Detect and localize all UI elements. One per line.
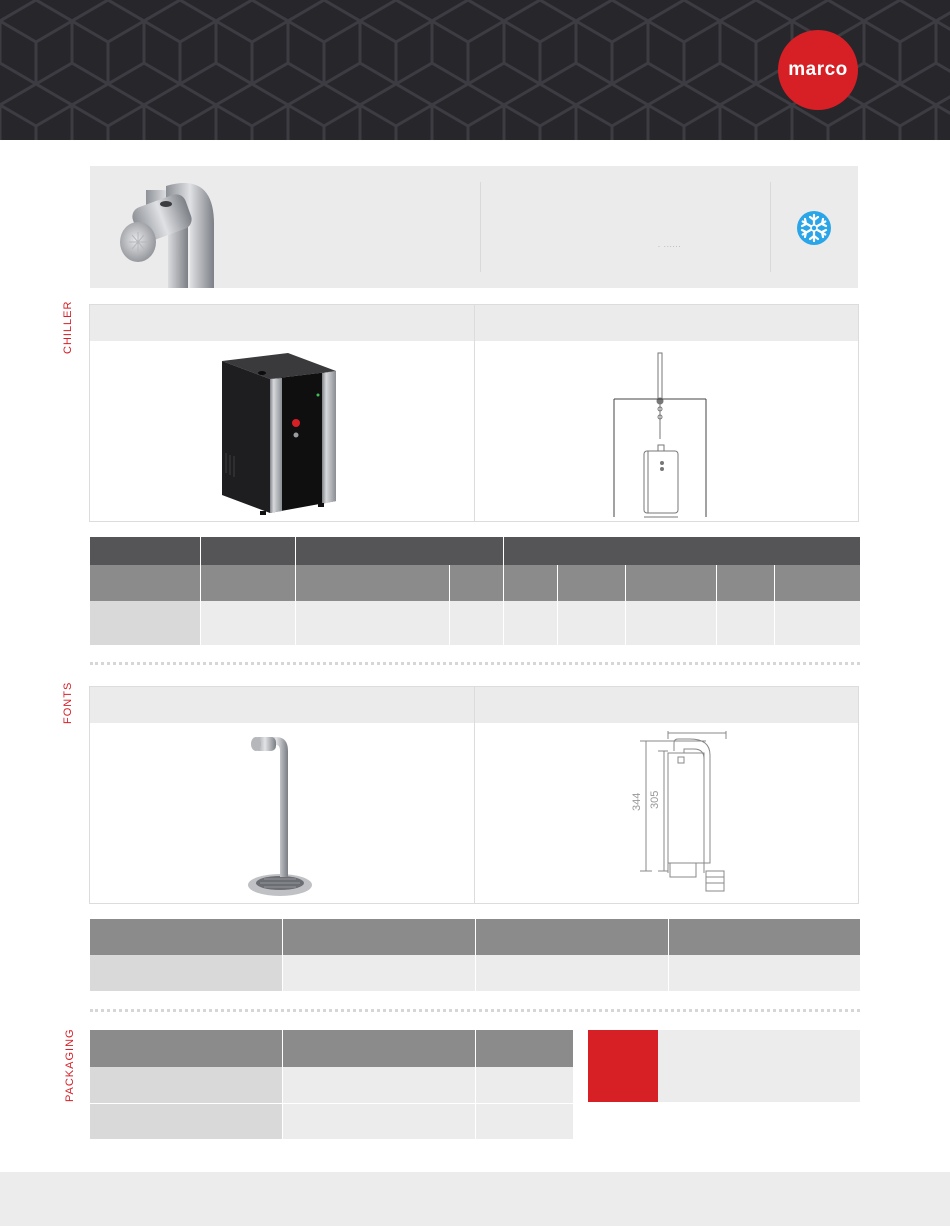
tap-image	[116, 176, 256, 288]
table-cell	[449, 601, 503, 645]
hero-text: . ......	[658, 242, 682, 249]
table-header-cell	[90, 537, 200, 565]
chiller-spec-table	[90, 537, 861, 645]
chiller-unit-image	[218, 349, 340, 517]
info-box	[658, 1030, 860, 1102]
chiller-panel	[89, 304, 859, 522]
table-cell	[557, 601, 625, 645]
table-header-cell	[557, 565, 625, 601]
table-header-cell	[774, 565, 860, 601]
panel-divider	[474, 687, 475, 903]
fonts-panel	[89, 686, 859, 904]
table-cell	[625, 601, 716, 645]
red-accent-box	[588, 1030, 658, 1102]
table-header-cell	[503, 565, 557, 601]
table-header-cell	[449, 565, 503, 601]
table-column-header-row	[90, 1030, 573, 1067]
table-header-cell	[200, 537, 295, 565]
table-row	[90, 1103, 573, 1139]
table-cell	[475, 1067, 573, 1103]
table-header-cell	[90, 565, 200, 601]
table-header-cell	[475, 919, 668, 955]
hero-divider	[480, 182, 481, 272]
table-header-cell	[503, 537, 860, 565]
table-cell	[90, 601, 200, 645]
table-cell	[475, 1103, 573, 1139]
section-divider	[90, 662, 860, 665]
dimension-label-outer: 344	[631, 792, 643, 811]
table-cell	[90, 955, 282, 991]
table-header-cell	[295, 565, 449, 601]
section-label-fonts: FONTS	[62, 681, 74, 724]
table-header-cell	[716, 565, 774, 601]
table-cell	[503, 601, 557, 645]
table-cell	[90, 1103, 282, 1139]
table-header-cell	[668, 919, 860, 955]
section-label-chiller: CHILLER	[62, 300, 74, 354]
panel-divider	[474, 305, 475, 521]
footer-bar	[0, 1172, 950, 1226]
section-label-packaging: PACKAGING	[64, 1028, 76, 1102]
table-row	[90, 1067, 573, 1103]
table-group-header-row	[90, 537, 860, 565]
table-row	[90, 601, 860, 645]
table-header-cell	[625, 565, 716, 601]
table-column-header-row	[90, 919, 860, 955]
table-cell	[282, 955, 475, 991]
table-header-cell	[282, 1030, 475, 1067]
table-header-cell	[90, 919, 282, 955]
table-cell	[668, 955, 860, 991]
font-dimension-drawing	[606, 731, 736, 899]
table-header-cell	[475, 1030, 573, 1067]
table-cell	[200, 601, 295, 645]
marco-logo[interactable]	[778, 30, 858, 110]
font-tap-image	[242, 731, 322, 899]
table-header-cell	[282, 919, 475, 955]
hero-strip	[90, 166, 858, 288]
table-cell	[774, 601, 860, 645]
table-cell	[282, 1103, 475, 1139]
table-column-header-row	[90, 565, 860, 601]
section-divider	[90, 1009, 860, 1012]
table-cell	[90, 1067, 282, 1103]
table-header-cell	[295, 537, 503, 565]
table-cell	[716, 601, 774, 645]
table-cell	[282, 1067, 475, 1103]
packaging-table	[90, 1030, 574, 1139]
table-cell	[475, 955, 668, 991]
table-header-cell	[90, 1030, 282, 1067]
dimension-label-inner: 305	[649, 790, 661, 809]
header-banner	[0, 0, 950, 140]
snowflake-icon	[796, 210, 832, 246]
table-cell	[295, 601, 449, 645]
hero-divider	[770, 182, 771, 272]
table-header-cell	[200, 565, 295, 601]
fonts-spec-table	[90, 919, 861, 991]
logo-text: marco	[788, 59, 848, 80]
chiller-install-drawing	[610, 349, 720, 519]
table-row	[90, 955, 860, 991]
